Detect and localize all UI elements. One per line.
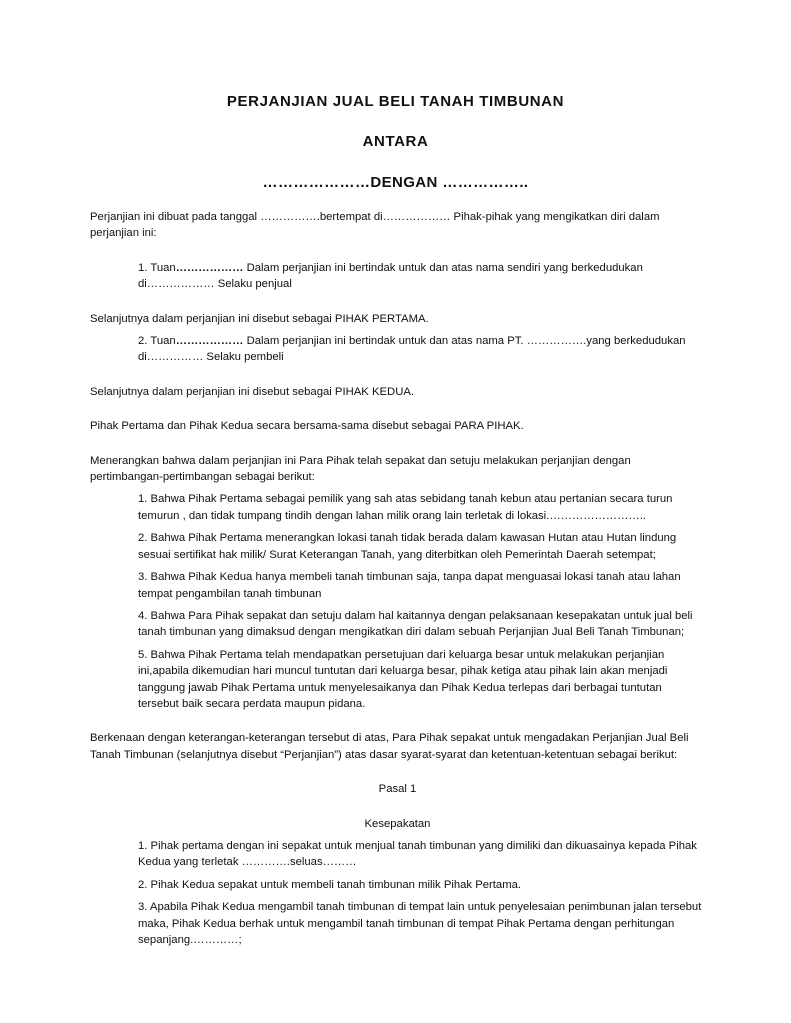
document-body: [90, 209, 705, 954]
party-2-prefix: 2. Tuan: [138, 335, 176, 348]
pasal-1-heading: Pasal 1: [378, 783, 417, 796]
para-pihak-paragraph: Pihak Pertama dan Pihak Kedua secara bersama-sama disebut sebagai PARA PIHAK.: [90, 420, 524, 433]
document-title: PERJANJIAN JUAL BELI TANAH TIMBUNAN: [226, 93, 565, 110]
pasal-1-subheading: Kesepakatan: [364, 817, 431, 830]
consideration-item: 5. Bahwa Pihak Pertama telah mendapatkan persetujuan dari keluarga besar untuk melakukan perjanjian ini,apabila dikemudian hari muncul tuntutan dari keluarga besar, pihak ketiga atau pihak lain akan menjadi tanggung jawab Pihak Pertama untuk menyelesaikanya dan Pihak Kedua terlepas dari berbagai tuntutan tersebut baik secara perdata maupun pidana.: [138, 648, 668, 710]
party-2-text: Dalam perjanjian ini bertindak untuk dan atas nama PT. …………….yang berkedudukan di…………… Selaku pembeli: [138, 335, 686, 364]
intro-paragraph: Perjanjian ini dibuat pada tanggal …………….bertempat di……………… Pihak-pihak yang mengikatkan diri dalam perjanjian ini:: [90, 211, 660, 240]
parties-line: …………………DENGAN ……………..: [262, 174, 529, 191]
party-2: [138, 333, 705, 366]
party-1-text: Dalam perjanjian ini bertindak untuk dan atas nama sendiri yang berkedudukan di……………… Selaku penjual: [138, 261, 643, 291]
pasal-1-item: 2. Pihak Kedua sepakat untuk membeli tanah timbunan milik Pihak Pertama.: [138, 878, 522, 891]
party-1-dots: ………………: [175, 261, 244, 274]
document-subtitle: ANTARA: [362, 133, 429, 150]
pasal-1-item: 3. Apabila Pihak Kedua mengambil tanah timbunan di tempat lain untuk penyelesaian penimbunan jalan tersebut maka, Pihak Kedua berhak untuk mengambil tanah timbunan di tempat Pihak Pertama dengan perhitungan sepanjang.…………;: [138, 901, 702, 946]
considerations-intro: Menerangkan bahwa dalam perjanjian ini Para Pihak telah sepakat dan setuju melakukan perjanjian dengan pertimbangan-pertimbangan sebagai berikut:: [90, 454, 631, 484]
consideration-item: 4. Bahwa Para Pihak sepakat dan setuju dalam hal kaitannya dengan pelaksanaan kesepakatan untuk jual beli tanah timbunan yang dimaksud dengan mengikatkan diri dalam sebuah Perjanjian Jual Beli Tanah Timbunan;: [138, 609, 693, 639]
party-1-prefix: 1. Tuan: [138, 261, 176, 274]
closing-intro: Berkenaan dengan keterangan-keterangan tersebut di atas, Para Pihak sepakat untuk mengadakan Perjanjian Jual Beli Tanah Timbunan (selanjutnya disebut “Perjanjian”) atas dasar syarat-syarat dan ketentuan-ketentuan sebagai berikut:: [90, 732, 689, 761]
pasal-1-item: 1. Pihak pertama dengan ini sepakat untuk menjual tanah timbunan yang dimiliki dan dikuasainya kepada Pihak Kedua yang terletak ………….seluas………: [138, 839, 697, 869]
party-1-label: Selanjutnya dalam perjanjian ini disebut sebagai PIHAK PERTAMA.: [90, 312, 429, 325]
party-1: [138, 260, 705, 293]
party-2-dots: ………………: [175, 335, 244, 348]
consideration-item: 2. Bahwa Pihak Pertama menerangkan lokasi tanah tidak berada dalam kawasan Hutan atau Hutan lindung sesuai sertifikat hak milik/ Surat Keterangan Tanah, yang diterbitkan oleh Pemerintah Daerah setempat;: [138, 532, 677, 561]
party-2-label: Selanjutnya dalam perjanjian ini disebut sebagai PIHAK KEDUA.: [90, 385, 415, 398]
consideration-item: 1. Bahwa Pihak Pertama sebagai pemilik yang sah atas sebidang tanah kebun atau pertanian secara turun temurun , dan tidak tumpang tindih dengan lahan milik orang lain terletak di lokasi.……………………..: [138, 493, 673, 522]
consideration-item: 3. Bahwa Pihak Kedua hanya membeli tanah timbunan saja, tanpa dapat menguasai lokasi tanah atau lahan tempat pengambilan tanah timbunan: [138, 571, 681, 600]
